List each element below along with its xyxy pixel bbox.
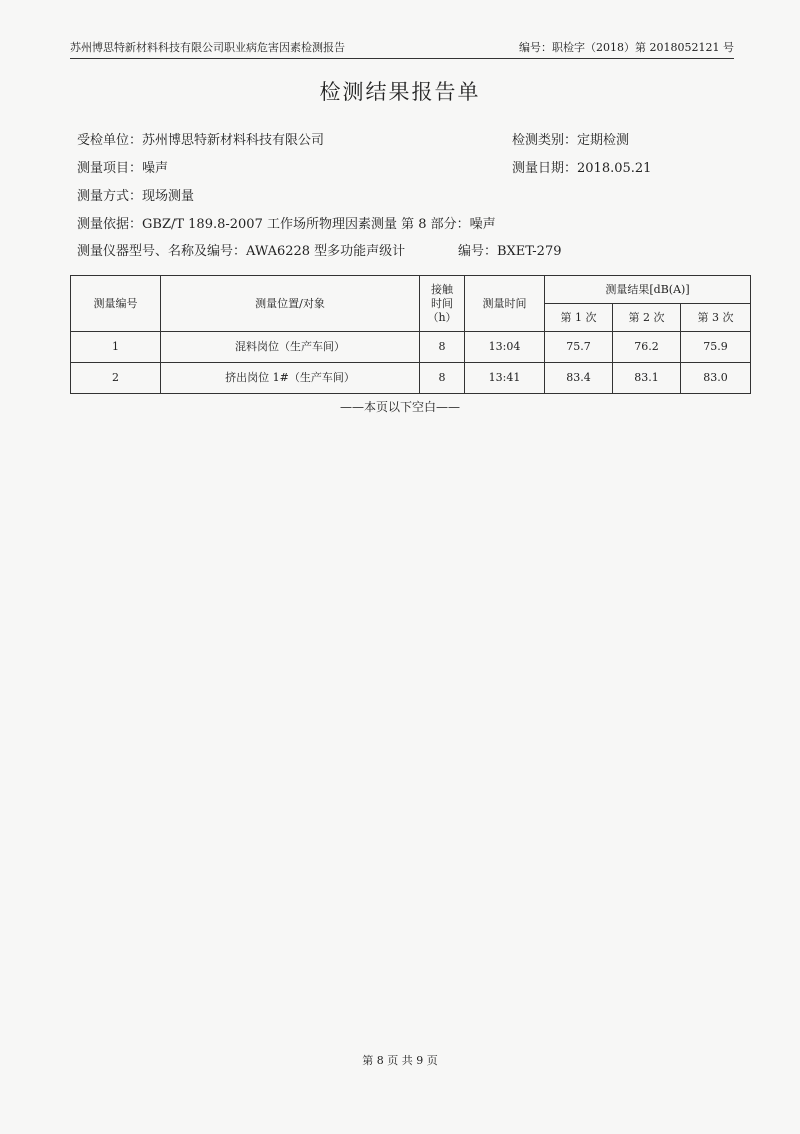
results-table: [70, 275, 751, 394]
table-row: [71, 363, 751, 394]
blank-below-note: ——本页以下空白——: [339, 400, 460, 414]
page-header: [70, 40, 734, 59]
header-exposure-line2: 时间: [431, 296, 453, 310]
header-result-2: 第 2 次: [613, 304, 681, 332]
cell-position: 挤出岗位 1#（生产车间）: [161, 363, 420, 394]
cell-result-2: 76.2: [613, 332, 681, 363]
header-report-number: 编号：职检字（2018）第 2018052121 号: [519, 41, 734, 54]
info-method: 测量方式：现场测量: [77, 189, 195, 204]
header-result-3: 第 3 次: [681, 304, 751, 332]
cell-no: 2: [71, 363, 161, 394]
header-exposure-line3: （h）: [427, 310, 457, 324]
header-company-report: 苏州博思特新材料科技有限公司职业病危害因素检测报告: [70, 41, 345, 54]
info-date: 测量日期：2018.05.21: [512, 161, 652, 176]
cell-time: 13:41: [465, 363, 545, 394]
header-position: 测量位置/对象: [161, 276, 420, 332]
info-instrument-number: 编号：BXET-279: [458, 244, 562, 259]
cell-time: 13:04: [465, 332, 545, 363]
header-exposure-line1: 接触: [431, 282, 453, 296]
page-title: 检测结果报告单: [319, 80, 481, 104]
info-basis: 测量依据：GBZ/T 189.8-2007 工作场所物理因素测量 第 8 部分：噪声: [77, 217, 496, 232]
cell-result-2: 83.1: [613, 363, 681, 394]
header-measure-no: 测量编号: [71, 276, 161, 332]
header-measure-time: 测量时间: [465, 276, 545, 332]
table-row: [71, 332, 751, 363]
cell-no: 1: [71, 332, 161, 363]
cell-result-1: 75.7: [545, 332, 613, 363]
info-instrument: 测量仪器型号、名称及编号：AWA6228 型多功能声级计: [77, 244, 406, 259]
info-category: 检测类别：定期检测: [512, 133, 630, 148]
header-result-1: 第 1 次: [545, 304, 613, 332]
cell-exposure: 8: [420, 363, 465, 394]
header-exposure-time: [420, 276, 465, 332]
header-results: 测量结果[dB(A)]: [545, 276, 751, 304]
info-item: 测量项目：噪声: [77, 161, 169, 176]
cell-result-3: 83.0: [681, 363, 751, 394]
info-client: 受检单位：苏州博思特新材料科技有限公司: [77, 133, 325, 148]
cell-result-1: 83.4: [545, 363, 613, 394]
cell-position: 混料岗位（生产车间）: [161, 332, 420, 363]
cell-exposure: 8: [420, 332, 465, 363]
page-number: 第 8 页 共 9 页: [362, 1054, 438, 1067]
cell-result-3: 75.9: [681, 332, 751, 363]
